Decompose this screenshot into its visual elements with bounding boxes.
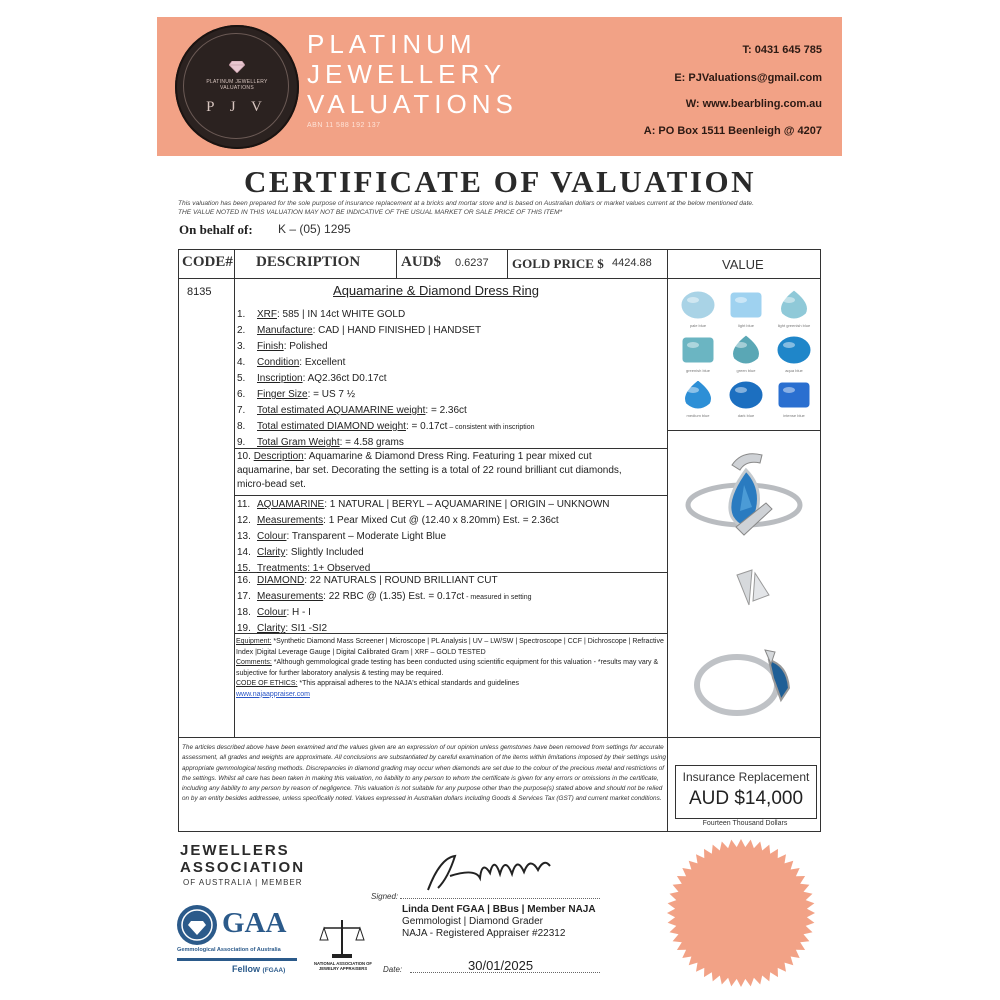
row-value: : 1 Pear Mixed Cut @ (12.40 x 8.20mm) Est. = 2.36ct xyxy=(323,515,559,526)
row-key: Finger Size xyxy=(257,389,308,400)
disclaimer-line: This valuation has been prepared for the sole purpose of insurance replacement at a bricks and mortar store and is based on Australian dollars or market values current at the below mentioned date. xyxy=(178,200,754,207)
ring-side-photo xyxy=(689,630,809,730)
gem-swatch xyxy=(676,288,720,322)
row-value: : = US 7 ½ xyxy=(307,389,356,400)
letterhead-banner xyxy=(157,17,842,156)
row-value: : CAD | HAND FINISHED | HANDSET xyxy=(312,325,482,336)
gold-price-value: 4424.88 xyxy=(612,257,652,269)
gem-swatch xyxy=(724,333,768,367)
row-number: 13. xyxy=(237,531,251,542)
spec-row xyxy=(237,339,669,356)
aud-header: AUD$ xyxy=(401,254,441,270)
row-value: : = 0.17ct xyxy=(405,421,448,432)
certificate-title: CERTIFICATE OF VALUATION xyxy=(244,164,756,199)
jaa-line: JEWELLERS xyxy=(180,842,290,859)
signer-title: Gemmologist | Diamond Grader xyxy=(402,916,543,927)
row-key: XRF xyxy=(257,309,277,320)
row-number: 4. xyxy=(237,357,246,368)
signer-block xyxy=(402,904,596,940)
jaa-member: OF AUSTRALIA | MEMBER xyxy=(183,878,303,887)
disclaimer xyxy=(178,199,828,217)
gaa-logo: GAA xyxy=(222,907,287,939)
code-header: CODE# xyxy=(182,254,233,270)
row-key: Total Gram Weight xyxy=(257,437,340,448)
aud-rate: 0.6237 xyxy=(455,257,489,269)
spec-row xyxy=(237,371,669,388)
gem-swatch xyxy=(772,378,816,412)
contact-email: E: PJValuations@gmail.com xyxy=(674,72,822,84)
row-key: Total estimated AQUAMARINE weight xyxy=(257,405,426,416)
row-number: 3. xyxy=(237,341,246,352)
spec-row xyxy=(237,513,669,530)
abn-number: ABN 11 588 192 137 xyxy=(307,122,381,129)
row-number: 14. xyxy=(237,547,251,558)
date-line xyxy=(410,972,600,973)
ring-front-photo xyxy=(684,445,804,555)
equipment-label: Equipment: xyxy=(236,638,272,645)
row-key: Finish xyxy=(257,341,284,352)
spec-row xyxy=(237,589,669,606)
row-number: 16. xyxy=(237,575,251,586)
gem-swatch xyxy=(772,333,816,367)
value-header: VALUE xyxy=(722,257,764,272)
spec-row xyxy=(237,621,669,638)
brand-line: VALUATIONS xyxy=(307,89,518,119)
item-description xyxy=(237,450,637,492)
brand-name xyxy=(307,29,518,119)
gem-swatch-label: green blue xyxy=(736,368,756,373)
gem-swatch xyxy=(676,378,720,412)
gem-swatch-label: dark blue xyxy=(737,413,755,418)
row-value: : Transparent – Moderate Light Blue xyxy=(286,531,447,542)
row-key: Measurements xyxy=(257,515,324,526)
on-behalf-value: K – (05) 1295 xyxy=(278,222,351,236)
spec-row xyxy=(237,387,669,404)
item-title: Aquamarine & Diamond Dress Ring xyxy=(333,283,539,298)
gaa-seal-icon xyxy=(177,905,217,945)
contact-web: W: www.bearbling.com.au xyxy=(685,98,822,110)
gem-swatch-label: aqua blue xyxy=(785,368,803,373)
row-note: – consistent with inscription xyxy=(447,424,535,431)
signed-label: Signed: xyxy=(371,892,399,901)
signer-registration: NAJA - Registered Appraiser #22312 xyxy=(402,928,566,939)
naja-scales-icon xyxy=(318,918,366,960)
insurance-value-words: Fourteen Thousand Dollars xyxy=(702,820,788,827)
date-value: 30/01/2025 xyxy=(468,958,534,973)
gem-swatch-label: medium blue xyxy=(686,413,710,418)
spec-row xyxy=(237,419,669,436)
official-seal xyxy=(666,833,816,993)
disclaimer-line: THE VALUE NOTED IN THIS VALUATION MAY NOT BE INDICATIVE OF THE USUAL MARKET OR SALE PRICE OF THIS ITEM* xyxy=(178,209,563,216)
row-value: : Aquamarine & Diamond Dress Ring. Featuring 1 pear mixed cut aquamarine, bar set. Decorating the setting is a total of 22 round brilliant cut diamonds, micro-bead set. xyxy=(237,451,622,490)
row-key: Clarity xyxy=(257,623,286,634)
jaa-logo xyxy=(180,842,305,876)
fine-print: The articles described above have been examined and the values given are an expression of our opinion unless gemstones have been removed from settings for accurate assessment, all grades and weights are approximate. All conclusions are substantiated by careful examination of the items within limitations imposed by their settings using appropriate gemmological testing methods. Discrepancies in diamond grading may occur when diamonds are set due to the colour of the precious metal and restrictions of the settings. Whilst all care has been taken in making this valuation, no liability to any person to whom the certificate is given for any errors or omissions in the certificate, including any liability to any person by reason of negligence. This valuation is not suitable for any purpose other than the purpose(s) stated above and should not be relied on by an entity besides addressee, unless specifically noted. Values expressed in Australian dollars including Goods & Services Tax (GST) and current market conditions. xyxy=(182,744,666,803)
row-number: 2. xyxy=(237,325,246,336)
signer-name: Linda Dent FGAA | BBus | Member NAJA xyxy=(402,904,596,915)
logo-arc-text: PLATINUM JEWELLERY VALUATIONS xyxy=(206,79,268,91)
gem-swatch xyxy=(724,288,768,322)
diamond-icon xyxy=(229,61,245,73)
gem-swatch-label: intense blue xyxy=(783,413,805,418)
row-number: 9. xyxy=(237,437,246,448)
row-value: : = 2.36ct xyxy=(425,405,467,416)
row-number: 17. xyxy=(237,591,251,602)
row-key: AQUAMARINE xyxy=(257,499,325,510)
spec-row xyxy=(237,355,669,372)
gem-swatch-label: light greenish blue xyxy=(777,323,811,328)
row-value: : 585 | IN 14ct WHITE GOLD xyxy=(277,309,406,320)
row-key: DIAMOND xyxy=(257,575,305,586)
row-value: : Polished xyxy=(283,341,328,352)
row-number: 15. xyxy=(237,563,251,574)
row-value: : 1+ Observed xyxy=(307,563,371,574)
disclaimer-box xyxy=(178,738,821,832)
row-value: : H - I xyxy=(286,607,311,618)
spec-row xyxy=(237,307,669,324)
fellow-label: Fellow xyxy=(232,964,261,974)
fellow-suffix: (FGAA) xyxy=(262,967,286,974)
gaa-divider xyxy=(177,958,297,961)
spec-row xyxy=(237,323,669,340)
insurance-label: Insurance Replacement xyxy=(682,770,810,784)
brand-line: PLATINUM xyxy=(307,29,477,59)
signature-line xyxy=(400,898,600,899)
row-value: : 1 NATURAL | BERYL – AQUAMARINE | ORIGIN – UNKNOWN xyxy=(324,499,610,510)
ethics-text: *This appraisal adheres to the NAJA's ethical standards and guidelines xyxy=(297,680,520,687)
gem-swatch xyxy=(676,333,720,367)
row-key: Total estimated DIAMOND weight xyxy=(257,421,406,432)
logo-monogram: P J V xyxy=(206,99,268,115)
valuation-table xyxy=(178,249,821,738)
gem-swatch-label: light blue xyxy=(737,323,754,328)
equipment-text: *Synthetic Diamond Mass Screener | Microscope | PL Analysis | UV – LW/SW | Spectroscope | CCF | Dichroscope | Refractive Index |Digital Leverage Gauge | Digital Calibrated Gram | XRF – GOLD TESTED xyxy=(236,638,664,656)
ethics-label: CODE OF ETHICS: xyxy=(236,680,298,687)
row-number: 6. xyxy=(237,389,246,400)
row-key: Condition xyxy=(257,357,300,368)
description-header: DESCRIPTION xyxy=(256,254,361,270)
gem-swatch-label: greenish blue xyxy=(685,368,711,373)
row-value: : 22 RBC @ (1.35) Est. = 0.17ct xyxy=(323,591,465,602)
row-key: Treatments xyxy=(257,563,308,574)
spec-row xyxy=(237,545,669,562)
row-number: 18. xyxy=(237,607,251,618)
on-behalf-label: On behalf of: xyxy=(179,222,253,237)
gem-swatch xyxy=(724,378,768,412)
row-value: : AQ2.36ct D0.17ct xyxy=(302,373,387,384)
row-value: : = 4.58 grams xyxy=(339,437,404,448)
spec-row xyxy=(237,605,669,622)
row-key: Manufacture xyxy=(257,325,313,336)
comments-label: Comments: xyxy=(236,659,272,666)
row-value: : Excellent xyxy=(299,357,346,368)
gaa-fellow xyxy=(232,964,285,974)
row-key: Colour xyxy=(257,531,287,542)
row-number: 19. xyxy=(237,623,251,634)
spec-row xyxy=(237,497,669,514)
naja-name: NATIONAL ASSOCIATION OF JEWELRY APPRAISERS xyxy=(313,961,372,971)
row-key: Description xyxy=(253,451,304,462)
insurance-box xyxy=(675,765,817,819)
pjv-logo xyxy=(175,25,299,149)
row-key: Clarity xyxy=(257,547,286,558)
spec-row xyxy=(237,403,669,420)
notes-block xyxy=(236,637,666,700)
row-number: 1. xyxy=(237,309,246,320)
signature xyxy=(420,848,560,898)
row-key: Colour xyxy=(257,607,287,618)
row-value: : Slightly Included xyxy=(285,547,364,558)
insurance-value: AUD $14,000 xyxy=(688,788,804,809)
row-key: Inscription xyxy=(257,373,303,384)
row-number: 5. xyxy=(237,373,246,384)
naja-link[interactable]: www.najaappraiser.com xyxy=(236,690,310,698)
gaa-name: Gemmological Association of Australia xyxy=(177,947,281,953)
item-code: 8135 xyxy=(187,286,212,298)
brand-line: JEWELLERY xyxy=(307,59,507,89)
gem-swatch-label: pale blue xyxy=(689,323,707,328)
jaa-line: ASSOCIATION xyxy=(180,859,306,876)
row-key: Measurements xyxy=(257,591,324,602)
gem-swatch xyxy=(772,288,816,322)
row-value: : 22 NATURALS | ROUND BRILLIANT CUT xyxy=(304,575,498,586)
row-number: 12. xyxy=(237,515,251,526)
ring-detail-photo xyxy=(727,565,777,615)
contact-phone: T: 0431 645 785 xyxy=(742,44,822,56)
row-number: 11. xyxy=(237,499,251,510)
row-note: - measured in setting xyxy=(464,594,532,601)
contact-address: A: PO Box 1511 Beenleigh @ 4207 xyxy=(643,125,822,137)
spec-row xyxy=(237,573,669,590)
comments-text: *Although gemmological grade testing has been conducted using scientific equipment for this valuation - *results may vary & subjective for further laboratory analysis & testing may be required. xyxy=(236,659,659,677)
row-value: : SI1 -SI2 xyxy=(285,623,328,634)
spec-row xyxy=(237,529,669,546)
gold-price-header: GOLD PRICE $ xyxy=(512,256,604,271)
row-number: 8. xyxy=(237,421,246,432)
row-number: 7. xyxy=(237,405,246,416)
date-label: Date: xyxy=(383,965,403,974)
row-number: 10. xyxy=(237,451,251,462)
